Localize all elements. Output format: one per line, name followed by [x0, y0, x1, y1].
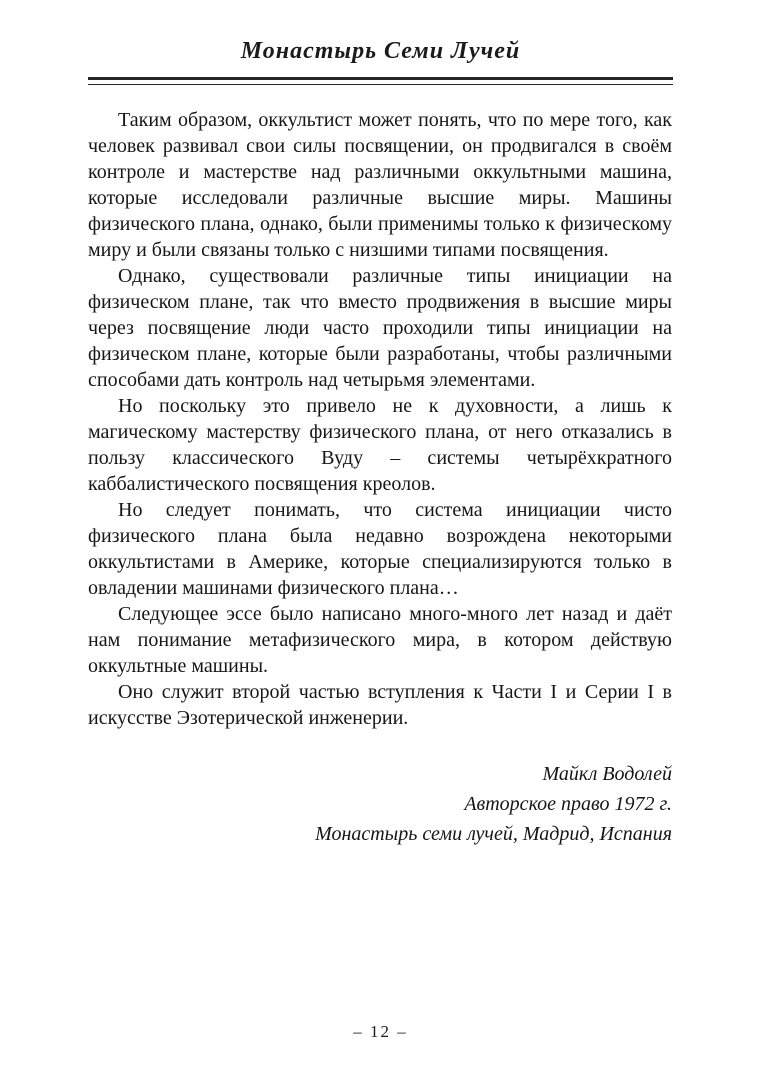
paragraph: Следующее эссе было написано много-много лет назад и даёт нам понимание метафизического мира, в котором действую оккультные машины. — [88, 603, 672, 677]
paragraph: Таким образом, оккультист может понять, что по мере того, как человек развивал свои силы посвящении, он продвигался в своём контроле и мастерстве над различными оккультными машина, которые исследовали различные высшие миры. Машины физического плана, однако, были применимы только к физическому миру и были связаны только с низшими типами посвящения. — [88, 109, 672, 261]
signature-line-place: Монастырь семи лучей, Мадрид, Испания — [315, 823, 672, 845]
paragraph: Оно служит второй частью вступления к Части I и Серии I в искусстве Эзотерической инженерии. — [88, 681, 672, 729]
header-rule-divider — [88, 77, 673, 85]
signature-line-copyright: Авторское право 1972 г. — [464, 793, 672, 815]
paragraph: Однако, существовали различные типы инициации на физическом плане, так что вместо продвижения в высшие миры через посвящение люди часто проходили типы инициации на физическом плане, которые были разработаны, чтобы различными способами дать контроль над четырьмя элементами. — [88, 265, 672, 391]
page-body — [88, 107, 672, 731]
signature-block — [88, 759, 672, 849]
page-number: – 12 – — [353, 1022, 408, 1041]
running-header: Монастырь Семи Лучей — [240, 38, 521, 64]
paragraph: Но поскольку это привело не к духовности, а лишь к магическому мастерству физического плана, от него отказались в пользу классического Вуду – системы четырёхкратного каббалистического посвящения креолов. — [88, 395, 672, 495]
signature-line-author: Майкл Водолей — [542, 763, 672, 785]
paragraph: Но следует понимать, что система инициации чисто физического плана была недавно возрождена некоторыми оккультистами в Америке, которые специализируются только в овладении машинами физического плана… — [88, 499, 672, 599]
